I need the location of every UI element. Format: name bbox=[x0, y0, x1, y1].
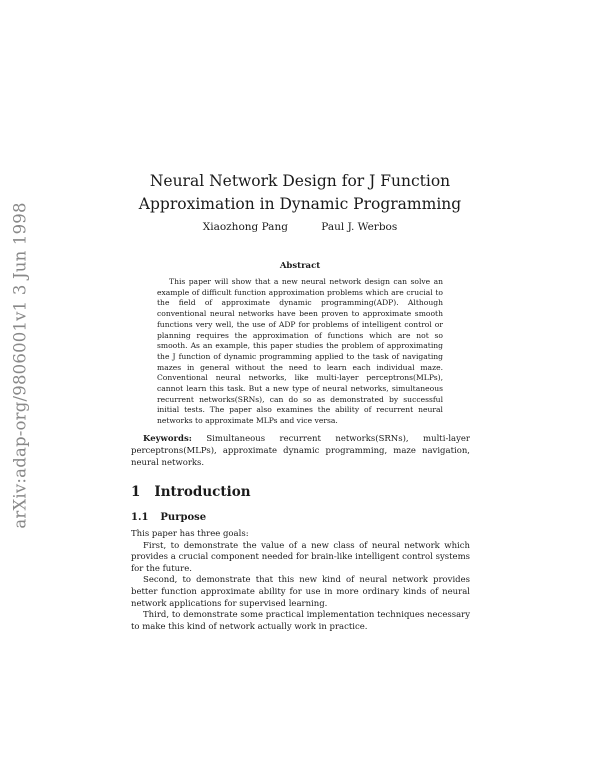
body-text bbox=[131, 529, 470, 633]
keywords-label: Keywords: bbox=[143, 434, 192, 444]
arxiv-identifier: arXiv:adap-org/9806001v1 3 Jun 1998 bbox=[10, 201, 30, 529]
paper-title: Neural Network Design for J Function Approximation in Dynamic Programming bbox=[138, 172, 462, 213]
paragraph: Third, to demonstrate some practical implementation techniques necessary to make this kind of network actually work in practice. bbox=[131, 610, 470, 632]
author-list bbox=[100, 221, 500, 233]
subsection-title: Purpose bbox=[160, 512, 207, 523]
arxiv-sidebar-stamp bbox=[2, 200, 38, 530]
subsection-number: 1.1 bbox=[131, 512, 149, 523]
section-heading bbox=[131, 484, 251, 500]
paragraph: This paper has three goals: bbox=[131, 529, 249, 539]
author-name: Paul J. Werbos bbox=[321, 221, 398, 233]
section-title: Introduction bbox=[154, 484, 251, 500]
paragraph: Second, to demonstrate that this new kind of neural network provides better function approximate ability for use in more ordinary kinds of neural network applications for supervised learning. bbox=[131, 575, 470, 609]
keywords-block bbox=[131, 433, 470, 469]
abstract-heading: Abstract bbox=[279, 261, 321, 271]
subsection-heading bbox=[131, 512, 206, 523]
author-name: Xiaozhong Pang bbox=[202, 221, 288, 233]
section-number: 1 bbox=[131, 484, 141, 500]
keywords-text: Simultaneous recurrent networks(SRNs), multi-layer perceptrons(MLPs), approximate dynamic programming, maze navigation, neural networks. bbox=[131, 434, 470, 468]
abstract-text: This paper will show that a new neural network design can solve an example of difficult function approximation problems which are crucial to the field of approximate dynamic programming(ADP). Although conventional neural networks have been proven to approximate smooth functions very well, the use of ADP for problems of intelligent control or planning requires the approximation of functions which are not so smooth. As an example, this paper studies the problem of approximating the J function of dynamic programming applied to the task of navigating mazes in general without the need to learn each individual maze. Conventional neural networks, like multi-layer perceptrons(MLPs), cannot learn this task. But a new type of neural networks, simultaneous recurrent networks(SRNs), can do so as demonstrated by successful initial tests. The paper also examines the ability of recurrent neural networks to approximate MLPs and vice versa. bbox=[157, 277, 443, 426]
paragraph: First, to demonstrate the value of a new class of neural network which provides a crucial component needed for brain-like intelligent control systems for the future. bbox=[131, 540, 470, 574]
